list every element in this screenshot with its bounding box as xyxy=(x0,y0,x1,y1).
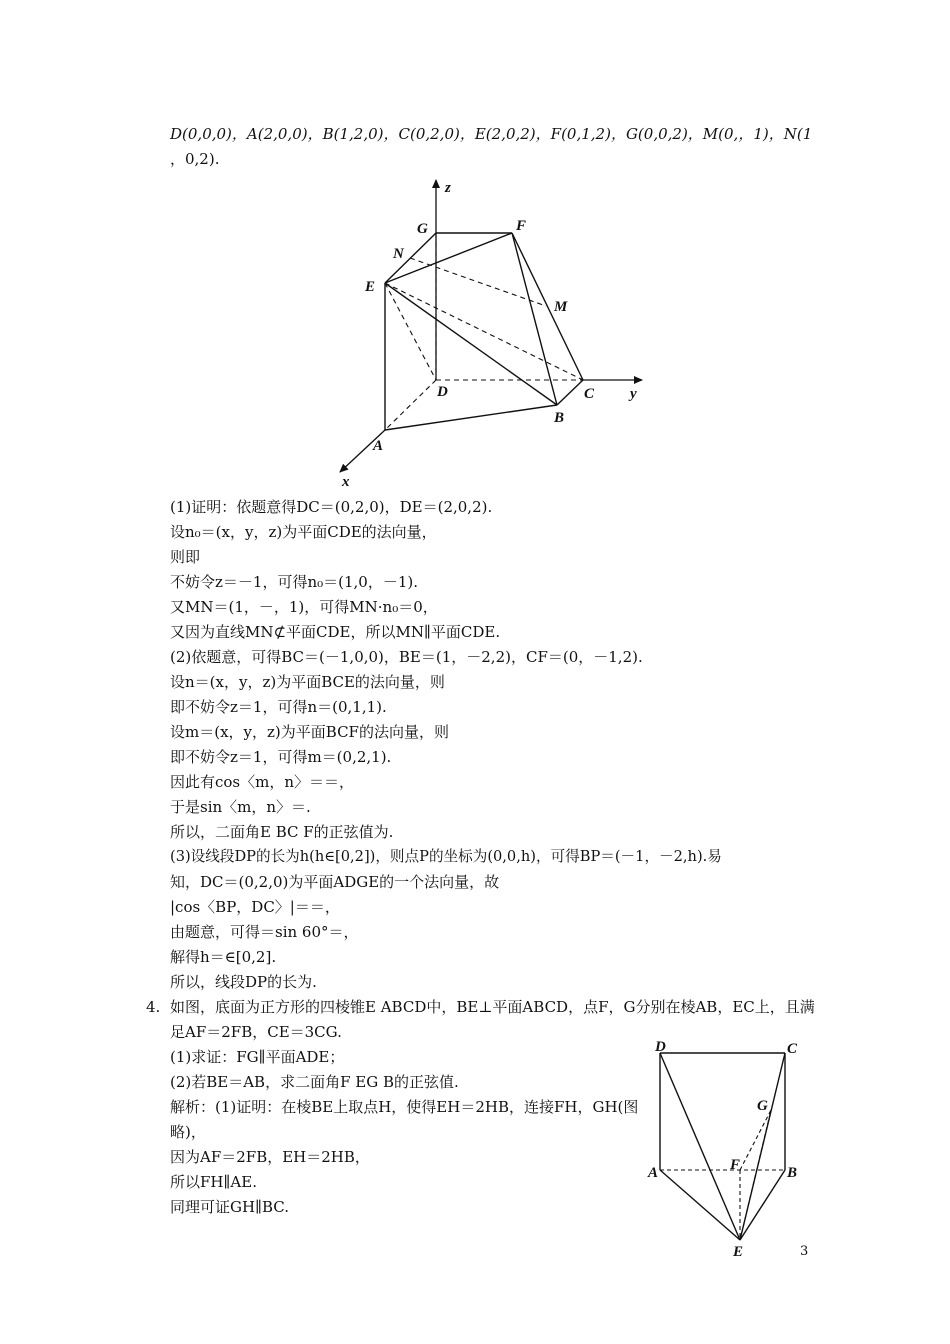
q4-part-2: (2)若BE＝AB，求二面角F EG B的正弦值. xyxy=(170,1073,459,1091)
fig1-label-E: E xyxy=(365,279,376,295)
sol3-line-7: (2)依题意，可得BC＝(－1,0,0)，BE＝(1，－2,2)，CF＝(0，－1,2). xyxy=(170,648,643,666)
fig1-label-M: M xyxy=(554,299,568,315)
sol3-line-1: (1)证明：依题意得DC＝(0,2,0)，DE＝(2,0,2). xyxy=(170,498,493,516)
sol3-line-16: 知，DC＝(0,2,0)为平面ADGE的一个法向量，故 xyxy=(170,873,500,891)
fig2-label-C: C xyxy=(787,1041,798,1057)
q4-sol-line-4: 所以FH∥AE. xyxy=(170,1173,257,1191)
sol3-line-17: |cos〈BP，DC〉|＝＝， xyxy=(170,898,340,916)
figure-polyhedron xyxy=(330,170,650,490)
fig2-label-B: B xyxy=(787,1165,798,1181)
q4-stem-line-2: 足AF＝2FB，CE＝3CG. xyxy=(170,1023,342,1041)
fig1-label-z: z xyxy=(445,180,451,196)
page-number: 3 xyxy=(800,1244,809,1259)
fig2-label-F: F xyxy=(730,1157,741,1173)
fig2-label-E: E xyxy=(733,1244,744,1260)
q4-number: 4. xyxy=(146,998,161,1016)
sol3-line-10: 设m＝(x，y，z)为平面BCF的法向量，则 xyxy=(170,723,449,741)
fig1-label-y: y xyxy=(630,386,637,402)
sol3-line-6: 又因为直线MN⊄平面CDE，所以MN∥平面CDE. xyxy=(170,623,501,641)
figure-pyramid xyxy=(640,1030,820,1260)
q4-sol-line-1: 解析：(1)证明：在棱BE上取点H，使得EH＝2HB，连接FH，GH(图 xyxy=(170,1098,639,1116)
sol3-line-9: 即不妨令z＝1，可得n＝(0,1,1). xyxy=(170,698,387,716)
fig1-label-F: F xyxy=(516,218,527,234)
q4-sol-line-2: 略)， xyxy=(170,1123,206,1141)
q4-sol-line-5: 同理可证GH∥BC. xyxy=(170,1198,290,1216)
fig1-label-B: B xyxy=(554,410,565,426)
fig1-label-A: A xyxy=(373,438,384,454)
sol3-line-4: 不妨令z＝－1，可得n₀＝(1,0，－1). xyxy=(170,573,418,591)
fig1-label-C: C xyxy=(584,386,595,402)
sol3-line-5: 又MN＝(1，－，1)，可得MN·n₀＝0， xyxy=(170,598,438,616)
sol3-line-11: 即不妨令z＝1，可得m＝(0,2,1). xyxy=(170,748,392,766)
q4-part-1: (1)求证：FG∥平面ADE； xyxy=(170,1048,345,1066)
fig2-label-A: A xyxy=(648,1165,659,1181)
sol3-line-20: 所以，线段DP的长为. xyxy=(170,973,317,991)
fig2-label-D: D xyxy=(655,1039,666,1055)
fig1-label-G: G xyxy=(417,221,428,237)
fig1-label-x: x xyxy=(342,474,350,490)
sol3-line-19: 解得h＝∈[0,2]. xyxy=(170,948,277,966)
fig1-label-D: D xyxy=(437,384,448,400)
sol3-line-2: 设n₀＝(x，y，z)为平面CDE的法向量， xyxy=(170,523,437,541)
fig2-label-G: G xyxy=(757,1098,768,1114)
sol3-line-14: 所以，二面角E BC F的正弦值为. xyxy=(170,823,394,841)
intro-line-2: ，0,2). xyxy=(170,150,220,168)
sol3-line-12: 因此有cos〈m，n〉＝＝， xyxy=(170,773,355,791)
sol3-line-8: 设n＝(x，y，z)为平面BCE的法向量，则 xyxy=(170,673,445,691)
fig1-label-N: N xyxy=(393,246,404,262)
sol3-line-15: (3)设线段DP的长为h(h∈[0,2])，则点P的坐标为(0,0,h)，可得BP＝(－1，－2,h).易 xyxy=(170,848,722,865)
sol3-line-18: 由题意，可得＝sin 60°＝， xyxy=(170,923,359,941)
sol3-line-3: 则即 xyxy=(170,548,201,566)
sol3-line-13: 于是sin〈m，n〉＝. xyxy=(170,798,311,816)
intro-line-1: D(0,0,0)，A(2,0,0)，B(1,2,0)，C(0,2,0)，E(2,0,2)，F(0,1,2)，G(0,0,2)，M(0,，1)，N(1 xyxy=(170,125,813,143)
q4-sol-line-3: 因为AF＝2FB，EH＝2HB， xyxy=(170,1148,370,1166)
q4-stem-line-1: 如图，底面为正方形的四棱锥E ABCD中，BE⊥平面ABCD，点F，G分别在棱AB，EC上，且满 xyxy=(170,998,815,1016)
